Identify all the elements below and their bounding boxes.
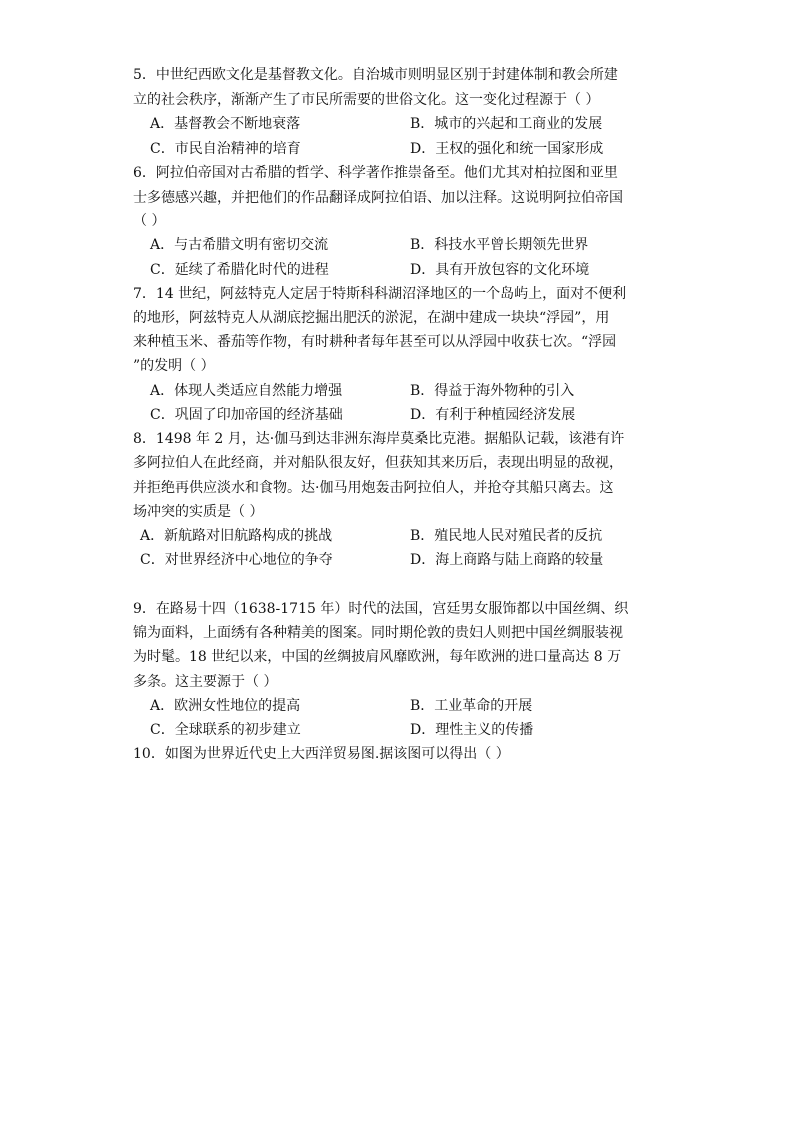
question-stem-line: 8．1498 年 2 月，达·伽马到达非洲东海岸莫桑比克港。据船队记载，该港有许 xyxy=(133,431,625,447)
option-b[interactable]: B．殖民地人民对殖民者的反抗 xyxy=(410,528,603,544)
question-stem-line: 6．阿拉伯帝国对古希腊的哲学、科学著作推崇备至。他们尤其对柏拉图和亚里 xyxy=(133,165,618,181)
option-b[interactable]: B．工业革命的开展 xyxy=(410,698,533,714)
question-stem-line: 锦为面料，上面绣有各种精美的图案。同时期伦敦的贵妇人则把中国丝绸服装视 xyxy=(133,625,623,641)
option-a[interactable]: A．与古希腊文明有密切交流 xyxy=(150,237,329,253)
question-stem-line: 来种植玉米、番茄等作物，有时耕种者每年甚至可以从浮园中收获七次。“浮园 xyxy=(133,334,617,350)
question-stem-line: 7．14 世纪，阿兹特克人定居于特斯科科湖沼泽地区的一个岛屿上，面对不便利 xyxy=(133,286,627,302)
option-d[interactable]: D．王权的强化和统一国家形成 xyxy=(410,141,604,157)
question-stem-line: 士多德感兴趣，并把他们的作品翻译成阿拉伯语、加以注释。这说明阿拉伯帝国 xyxy=(133,190,623,206)
option-a[interactable]: A．欧洲女性地位的提高 xyxy=(150,698,301,714)
question-stem-line: ”的发明（ ） xyxy=(133,358,215,374)
option-d[interactable]: D．具有开放包容的文化环境 xyxy=(410,262,590,278)
option-d[interactable]: D．有利于种植园经济发展 xyxy=(410,407,576,423)
question-stem-line: 为时髦。18 世纪以来，中国的丝绸披肩风靡欧洲，每年欧洲的进口量高达 8 万 xyxy=(133,649,622,665)
option-c[interactable]: C．市民自治精神的培育 xyxy=(150,141,301,157)
question-stem-line: 场冲突的实质是（ ） xyxy=(133,504,264,520)
option-b[interactable]: B．城市的兴起和工商业的发展 xyxy=(410,116,603,132)
option-c[interactable]: C．对世界经济中心地位的争夺 xyxy=(140,552,333,568)
option-b[interactable]: B．科技水平曾长期领先世界 xyxy=(410,237,589,253)
option-c[interactable]: C．巩固了印加帝国的经济基础 xyxy=(150,407,343,423)
option-a[interactable]: A．基督教会不断地衰落 xyxy=(150,116,301,132)
option-d[interactable]: D．理性主义的传播 xyxy=(410,722,534,738)
option-c[interactable]: C．全球联系的初步建立 xyxy=(150,722,301,738)
question-stem-line: （ ） xyxy=(133,213,166,229)
question-stem-line: 5．中世纪西欧文化是基督教文化。自治城市则明显区别于封建体制和教会所建 xyxy=(133,67,618,83)
option-b[interactable]: B．得益于海外物种的引入 xyxy=(410,383,575,399)
option-d[interactable]: D．海上商路与陆上商路的较量 xyxy=(410,552,604,568)
option-a[interactable]: A．体现人类适应自然能力增强 xyxy=(150,383,343,399)
question-stem-line: 的地形，阿兹特克人从湖底挖掘出肥沃的淤泥，在湖中建成一块块“浮园”，用 xyxy=(133,310,610,326)
question-stem-line: 多阿拉伯人在此经商，并对船队很友好，但获知其来历后，表现出明显的敌视， xyxy=(133,455,623,471)
question-stem-line: 并拒绝再供应淡水和食物。达·伽马用炮轰击阿拉伯人，并抢夺其船只离去。这 xyxy=(133,480,614,496)
question-stem-line: 立的社会秩序，渐渐产生了市民所需要的世俗文化。这一变化过程源于（ ） xyxy=(133,92,600,108)
question-stem-line: 9．在路易十四（1638-1715 年）时代的法国，宫廷男女服饰都以中国丝绸、织 xyxy=(133,601,629,617)
question-stem-line: 多条。这主要源于（ ） xyxy=(133,674,278,690)
option-a[interactable]: A．新航路对旧航路构成的挑战 xyxy=(140,528,333,544)
option-c[interactable]: C．延续了希腊化时代的进程 xyxy=(150,262,329,278)
question-stem-line: 10．如图为世界近代史上大西洋贸易图.据该图可以得出（ ） xyxy=(133,746,510,762)
